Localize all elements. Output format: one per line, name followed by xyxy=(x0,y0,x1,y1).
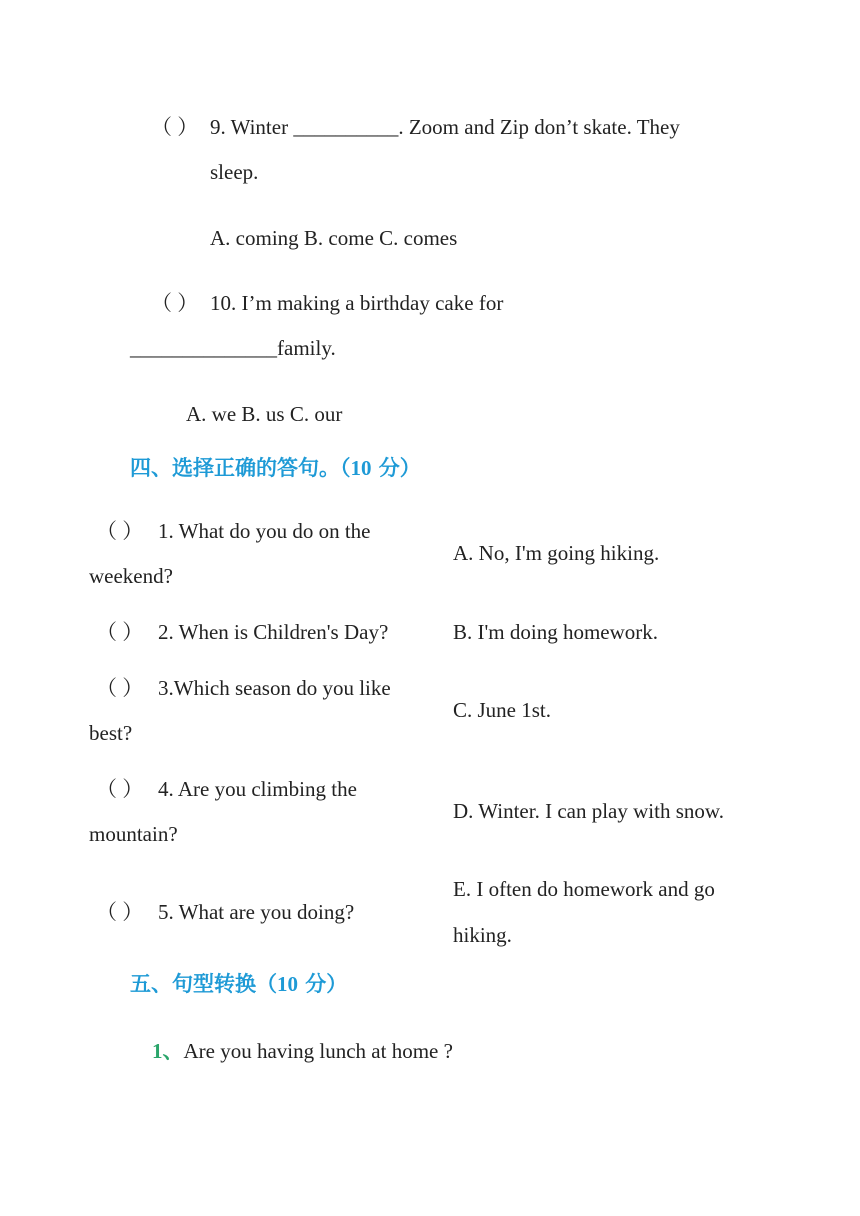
question-10-text-continued: ______________family. xyxy=(130,336,336,360)
section-4-heading xyxy=(130,458,421,479)
section-4-heading-suffix: 分） xyxy=(371,456,421,480)
s4-answer-e-continued: hiking. xyxy=(453,923,512,947)
answer-blank-q9[interactable]: （ ） xyxy=(151,115,199,139)
section-4-heading-prefix: 四、选择正确的答句。（ xyxy=(130,456,351,480)
s4-question-4-text: 4. Are you climbing the xyxy=(158,777,357,801)
answer-blank-s4-q5[interactable]: （ ） xyxy=(96,900,144,924)
answer-blank-s4-q4[interactable]: （ ） xyxy=(96,777,144,801)
s4-answer-e: E. I often do homework and go xyxy=(453,877,715,901)
s5-item-1-number: 1 xyxy=(152,1039,163,1063)
answer-blank-s4-q1[interactable]: （ ） xyxy=(96,519,144,543)
s5-item-1-separator: 、 xyxy=(162,1039,184,1063)
section-5-heading-suffix: 分） xyxy=(298,972,348,996)
question-10-options: A. we B. us C. our xyxy=(186,402,343,426)
s5-item-1-text: Are you having lunch at home ? xyxy=(183,1039,453,1063)
answer-blank-q10[interactable]: （ ） xyxy=(151,291,199,315)
s4-question-3-text: 3.Which season do you like xyxy=(158,676,391,700)
section-5-heading-score: 10 xyxy=(277,972,298,996)
s4-answer-d: D. Winter. I can play with snow. xyxy=(453,799,724,823)
answer-blank-s4-q2[interactable]: （ ） xyxy=(96,620,144,644)
s5-item-1 xyxy=(152,1041,453,1062)
s4-question-1-text: 1. What do you do on the xyxy=(158,519,371,543)
s4-question-5-text: 5. What are you doing? xyxy=(158,900,355,924)
section-4-heading-score: 10 xyxy=(350,456,372,480)
s4-question-3-text-continued: best? xyxy=(89,721,133,745)
question-9-options: A. coming B. come C. comes xyxy=(210,226,458,250)
s4-question-2-text: 2. When is Children's Day? xyxy=(158,620,389,644)
s4-answer-b: B. I'm doing homework. xyxy=(453,620,659,644)
s4-question-1-text-continued: weekend? xyxy=(89,564,173,588)
section-5-heading xyxy=(130,974,347,995)
section-5-heading-prefix: 五、句型转换（ xyxy=(130,972,277,996)
question-10-text: 10. I’m making a birthday cake for xyxy=(210,291,504,315)
answer-blank-s4-q3[interactable]: （ ） xyxy=(96,676,144,700)
question-9-text: 9. Winter __________. Zoom and Zip don’t skate. They xyxy=(210,115,680,139)
s4-answer-a: A. No, I'm going hiking. xyxy=(453,541,660,565)
question-9-text-continued: sleep. xyxy=(210,160,259,184)
s4-question-4-text-continued: mountain? xyxy=(89,822,178,846)
s4-answer-c: C. June 1st. xyxy=(453,698,552,722)
